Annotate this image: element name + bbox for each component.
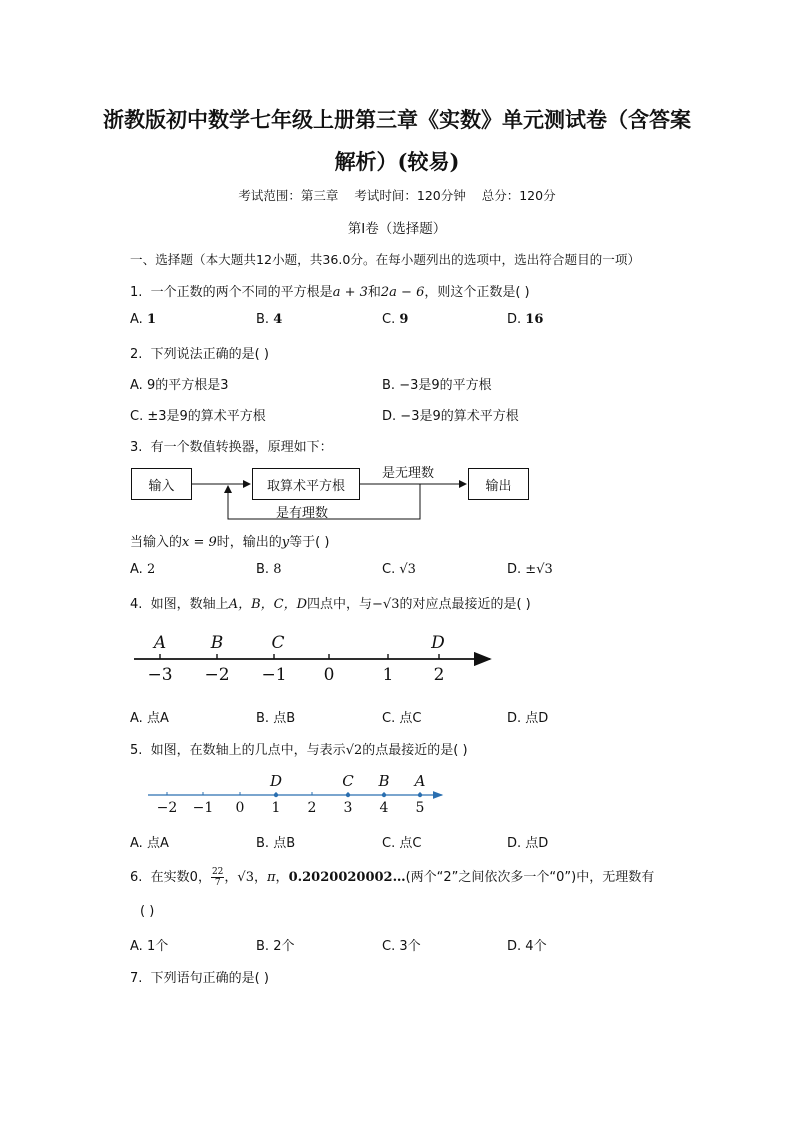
option-label: A.: [130, 378, 143, 393]
option-label: D.: [382, 409, 397, 424]
separator: ，: [224, 870, 238, 885]
flow-process-box: 取算术平方根: [252, 468, 360, 500]
axis-tick-label: −1: [192, 800, 214, 816]
fraction: [211, 867, 224, 888]
math-expression: a + 3: [332, 285, 368, 300]
option-value: 点B: [273, 711, 296, 726]
option-b[interactable]: [256, 935, 294, 954]
option-value: 点C: [399, 711, 422, 726]
volume-title: 第I卷（选择题）: [347, 221, 447, 237]
option-label: D.: [507, 836, 522, 851]
separator: ，: [253, 870, 267, 885]
option-b[interactable]: [256, 832, 295, 851]
question-text: 下列说法正确的是( ): [150, 347, 269, 362]
option-d[interactable]: [382, 405, 519, 424]
option-label: A.: [130, 939, 143, 954]
question-text: 四点中，与: [307, 597, 373, 612]
math-expression: A，B，C，D: [228, 597, 307, 612]
irrational-label: 是无理数: [382, 466, 435, 481]
point-label-b: B: [378, 772, 390, 790]
point-label-d: D: [269, 772, 283, 790]
question-text: 当输入的: [130, 535, 183, 550]
option-c[interactable]: [382, 832, 421, 851]
option-label: C.: [382, 312, 396, 327]
question-text: (两个“2”之间依次多一个“0”)中，无理数有: [405, 870, 655, 885]
question-number: 5.: [130, 743, 143, 758]
option-value: 点A: [146, 711, 169, 726]
option-d[interactable]: [507, 312, 543, 327]
option-label: D.: [507, 562, 522, 577]
question-4: [130, 593, 531, 612]
number-line-q5: [140, 768, 450, 818]
option-value: 8: [273, 562, 282, 577]
exam-score: 总分：120分: [481, 188, 556, 203]
point-label-c: C: [271, 633, 285, 653]
exam-time: 考试时间：120分钟: [354, 188, 466, 203]
option-label: C.: [382, 836, 396, 851]
point-label-d: D: [431, 633, 445, 653]
point-label-b: B: [210, 633, 224, 653]
option-value: ±√3: [525, 562, 553, 577]
option-value: 1个: [146, 939, 169, 954]
question-text: 如图，数轴上: [150, 597, 229, 612]
option-value: 点C: [399, 836, 422, 851]
axis-tick-label: 1: [382, 665, 394, 685]
option-label: B.: [256, 711, 270, 726]
question-number: 1.: [130, 285, 143, 300]
option-label: C.: [382, 562, 396, 577]
option-label: D.: [507, 939, 522, 954]
option-label: A.: [130, 312, 143, 327]
option-a[interactable]: [130, 832, 169, 851]
math-expression: π: [267, 870, 276, 885]
option-value: 16: [525, 312, 544, 327]
option-d[interactable]: [507, 707, 548, 726]
option-value: 2: [146, 562, 156, 577]
question-text: ，则这个正数是( ): [424, 285, 530, 300]
exam-info: [0, 186, 794, 204]
option-value: −3是9的平方根: [399, 378, 492, 393]
question-number: 2.: [130, 347, 143, 362]
option-label: A.: [130, 711, 143, 726]
option-c[interactable]: [130, 405, 266, 424]
option-label: C.: [382, 939, 396, 954]
flow-input-box: 输入: [131, 468, 192, 500]
option-b[interactable]: [256, 707, 295, 726]
option-label: B.: [256, 312, 270, 327]
option-label: B.: [382, 378, 396, 393]
option-value: ±3是9的算术平方根: [147, 409, 266, 424]
question-text: 有一个数值转换器，原理如下：: [150, 440, 333, 455]
axis-tick-label: 3: [343, 800, 353, 816]
question-text: 等于( ): [289, 535, 330, 550]
math-expression: x = 9: [182, 535, 217, 550]
point-dot: [382, 793, 386, 797]
option-label: A.: [130, 836, 143, 851]
axis-tick-label: 2: [307, 800, 317, 816]
page-title-line1: 浙教版初中数学七年级上册第三章《实数》单元测试卷（含答案: [103, 107, 691, 132]
axis-tick-label: −2: [204, 665, 230, 685]
point-dot: [418, 793, 422, 797]
question-6-paren: ( ): [140, 904, 155, 919]
question-5: [130, 739, 468, 758]
question-2: [130, 343, 269, 362]
question-text: 时，输出的: [216, 535, 282, 550]
point-label-a: A: [414, 772, 426, 790]
question-text: 下列语句正确的是( ): [150, 971, 269, 986]
option-a[interactable]: [130, 374, 228, 393]
separator: ，: [275, 870, 289, 885]
option-value: 9: [399, 312, 409, 327]
math-expression: √3: [237, 870, 254, 885]
option-value: 9的平方根是3: [146, 378, 229, 393]
axis-tick-label: 2: [433, 665, 445, 685]
axis-tick-label: 1: [271, 800, 281, 816]
point-label-a: A: [153, 633, 167, 653]
math-expression: 2a − 6: [380, 285, 425, 300]
question-number: 4.: [130, 597, 143, 612]
question-number: 3.: [130, 440, 143, 455]
option-d[interactable]: [507, 935, 547, 954]
question-number: 6.: [130, 870, 143, 885]
section-header: 一、选择题（本大题共12小题，共36.0分。在每小题列出的选项中，选出符合题目的一项）: [130, 252, 641, 267]
option-value: 4个: [525, 939, 547, 954]
point-label-c: C: [342, 772, 354, 790]
exam-scope: 考试范围：第三章: [238, 188, 339, 203]
option-c[interactable]: [382, 707, 421, 726]
option-label: C.: [130, 409, 144, 424]
question-text: 的点最接近的是( ): [362, 743, 468, 758]
math-expression: 0.2020020002…: [288, 870, 406, 885]
number-line-q4: [130, 628, 500, 688]
option-label: C.: [382, 711, 396, 726]
option-b[interactable]: [256, 562, 281, 577]
option-value: √3: [399, 562, 416, 577]
axis-tick-label: −1: [261, 665, 287, 685]
option-value: 点D: [525, 836, 549, 851]
option-value: 3个: [399, 939, 421, 954]
fraction-denominator: 7: [214, 878, 221, 888]
option-value: 点A: [146, 836, 169, 851]
option-label: B.: [256, 562, 270, 577]
math-expression: √2: [345, 743, 363, 758]
point-dot: [346, 793, 350, 797]
option-value: 2个: [273, 939, 295, 954]
option-value: 1: [146, 312, 156, 327]
question-text: 在实数0，: [150, 870, 211, 885]
point-dot: [274, 793, 278, 797]
option-label: B.: [256, 836, 270, 851]
option-label: A.: [130, 562, 143, 577]
flow-output-box: 输出: [468, 468, 529, 500]
axis-tick-label: −3: [147, 665, 173, 685]
option-c[interactable]: [382, 935, 421, 954]
question-text: 一个正数的两个不同的平方根是: [150, 285, 333, 300]
option-value: 点D: [525, 711, 549, 726]
option-a[interactable]: [130, 312, 156, 327]
math-expression: −√3: [372, 597, 400, 612]
question-1: [130, 281, 530, 300]
option-label: D.: [507, 312, 522, 327]
axis-tick-label: −2: [156, 800, 178, 816]
option-a[interactable]: [130, 935, 168, 954]
option-value: −3是9的算术平方根: [400, 409, 519, 424]
option-b[interactable]: [256, 312, 282, 327]
option-a[interactable]: [130, 562, 155, 577]
axis-tick-label: 5: [415, 800, 425, 816]
option-value: 4: [273, 312, 283, 327]
axis-tick-label: 0: [235, 800, 245, 816]
option-label: D.: [507, 711, 522, 726]
option-c[interactable]: [382, 562, 416, 577]
axis-tick-label: 0: [323, 665, 335, 685]
question-7: [130, 967, 269, 986]
option-c[interactable]: [382, 312, 408, 327]
rational-label: 是有理数: [276, 506, 329, 521]
question-number: 7.: [130, 971, 143, 986]
question-3-followup: [130, 531, 329, 550]
option-value: 点B: [273, 836, 296, 851]
question-text: 的对应点最接近的是( ): [399, 597, 531, 612]
option-d[interactable]: [507, 562, 553, 577]
math-variable: y: [281, 535, 290, 550]
page-title-line2: 解析）(较易): [334, 149, 460, 174]
question-text: 如图，在数轴上的几点中，与表示: [150, 743, 346, 758]
axis-tick-label: 4: [379, 800, 389, 816]
question-3: [130, 436, 333, 455]
option-label: B.: [256, 939, 270, 954]
option-d[interactable]: [507, 832, 548, 851]
question-text: 和: [367, 285, 381, 300]
option-b[interactable]: [382, 374, 492, 393]
question-6: [130, 866, 654, 888]
fraction-numerator: 22: [211, 867, 224, 877]
option-a[interactable]: [130, 707, 169, 726]
